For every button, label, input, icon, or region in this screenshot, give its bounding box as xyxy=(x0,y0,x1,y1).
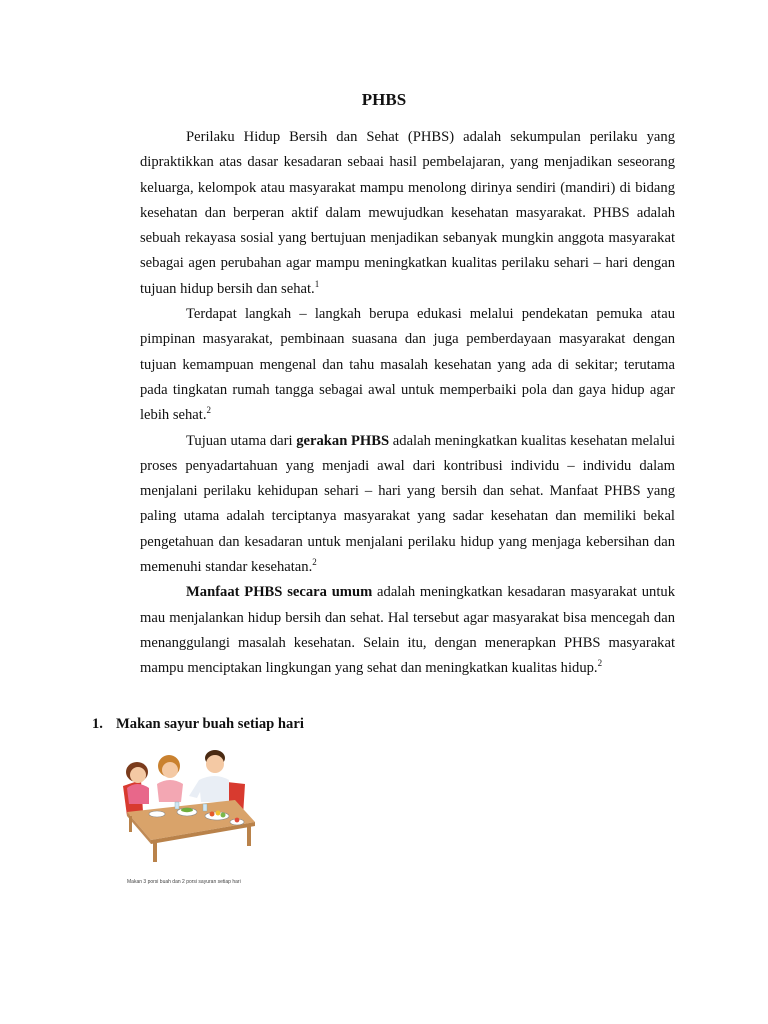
footnote-ref: 2 xyxy=(597,658,603,669)
footnote-ref: 1 xyxy=(314,278,320,289)
paragraph xyxy=(140,429,675,581)
page-title: PHBS xyxy=(361,90,407,109)
paragraph-text: adalah meningkatkan kesadaran masyarakat untuk mau menjalankan hidup bersih dan sehat. Hal tersebut agar masyarakat bisa mencegah dan menanggulangi masalah kesehatan. Selain itu, dengan menerapkan PHBS masyarakat mampu menciptakan lingkungan yang sehat dan meningkatkan kualitas hidup. xyxy=(140,584,675,677)
family-eating-illustration xyxy=(117,742,259,870)
figure-family-eating xyxy=(117,742,259,870)
paragraph xyxy=(140,302,675,428)
paragraph-text: adalah meningkatkan kualitas kesehatan melalui proses penyadartahuan yang menjadi awal dari kontribusi individu – individu dalam menjalani perilaku kehidupan sehari – hari yang bersih dan sehat. Manfaat PHBS yang paling utama adalah terciptanya masyarakat yang sadar kesehatan dan memiliki bekal pengetahuan dan kesadaran untuk menjalani perilaku hidup yang menjaga kebersihan dan memenuhi standar kesehatan. xyxy=(140,432,675,576)
list-number: 1. xyxy=(92,716,103,732)
footnote-ref: 2 xyxy=(312,557,317,568)
paragraph xyxy=(140,580,675,681)
paragraph xyxy=(140,125,675,302)
body-text xyxy=(140,125,675,682)
paragraph-text: Perilaku Hidup Bersih dan Sehat (PHBS) adalah sekumpulan perilaku yang dipraktikkan atas dasar kesadaran sebaai hasil pembelajaran, yang menjadikan seseorang keluarga, kelompok atau masyarakat mampu menolong dirinya sendiri (mandiri) di bidang kesehatan dan berperan aktif dalam mewujudkan kesehatan masyarakat. PHBS adalah sebuah rekayasa sosial yang bertujuan menjadikan sebanyak mungkin anggota masyarakat sebagai agen perubahan agar mampu meningkatkan kualitas perilaku sehari – hari dengan tujuan hidup bersih dan sehat. xyxy=(140,129,675,297)
paragraph-text: Tujuan utama dari xyxy=(186,432,297,449)
bold-text: Manfaat PHBS secara umum xyxy=(186,584,373,601)
paragraph-text: Terdapat langkah – langkah berupa edukasi melalui pendekatan pemuka atau pimpinan masyarakat, pembinaan suasana dan juga pemberdayaan masyarakat dengan tujuan kemampuan mengenal dan tahu masalah kesehatan yang ada di sekitar; terutama pada tingkatan rumah tangga sebagai awal untuk memperbaiki pola dan gaya hidup agar lebih sehat. xyxy=(140,306,675,424)
list-item-heading xyxy=(92,716,304,733)
footnote-ref: 2 xyxy=(206,405,211,416)
bold-text: gerakan PHBS xyxy=(296,432,390,449)
list-heading-text: Makan sayur buah setiap hari xyxy=(116,716,304,732)
figure-caption: Makan 3 porsi buah dan 2 porsi sayuran setiap hari xyxy=(127,879,241,885)
